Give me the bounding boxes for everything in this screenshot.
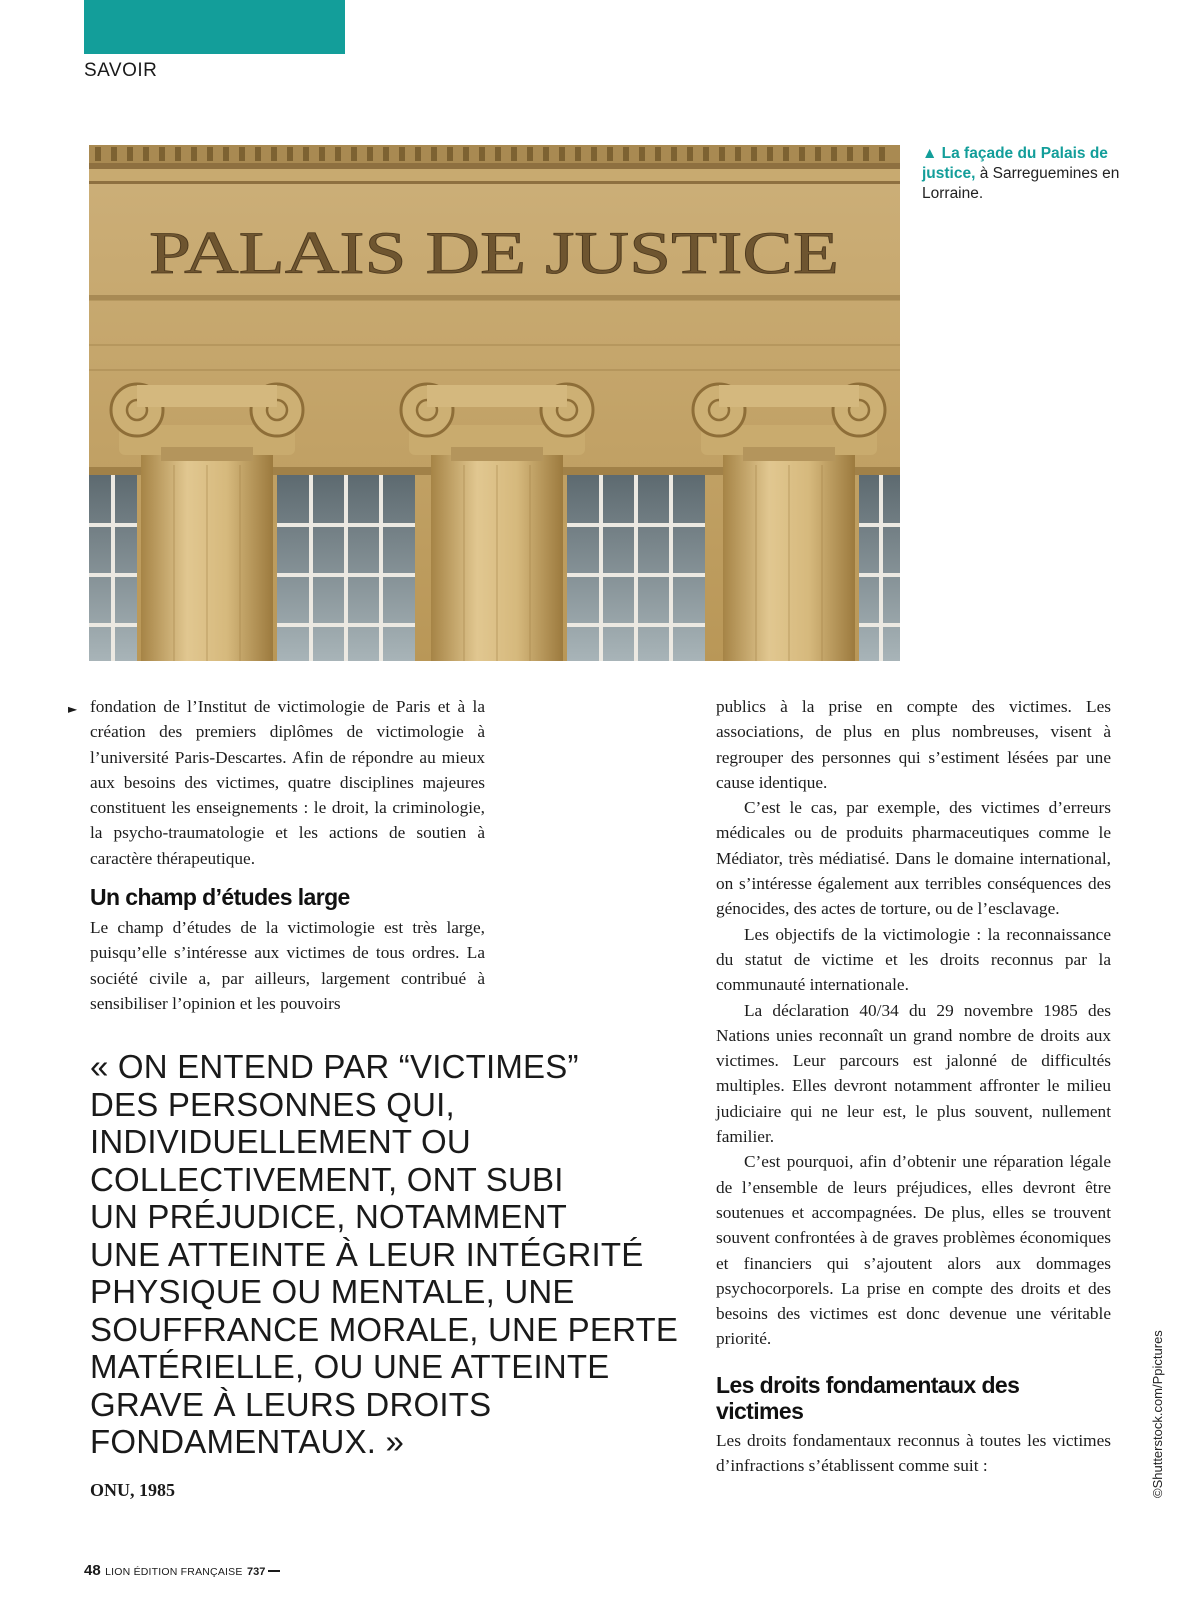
page-footer (84, 1562, 280, 1580)
footer-rule (268, 1570, 280, 1572)
quote-line: FONDAMENTAUX. » (90, 1423, 405, 1460)
quote-source: ONU, 1985 (90, 1480, 175, 1500)
right-paragraph: C’est pourquoi, afin d’obtenir une réparation légale de l’ensemble de leurs préjudices, elles devront être soutenues et accompagnées. De plus, elles se trouvent souvent confrontées à de graves problèmes économiques et financiers qui s’ajoutent alors aux dommages psychocorporels. La prise en compte des droits et des besoins des victimes est donc devenue une véritable priorité. (716, 1152, 1111, 1349)
right-paragraph: Les droits fondamentaux reconnus à toutes les victimes d’infractions s’établissent comme suit : (716, 1430, 1111, 1476)
caption-text: à Sarreguemines en Lorraine. (922, 165, 1120, 202)
quote-line: « ON ENTEND PAR “VICTIMES” (90, 1048, 579, 1085)
quote-line: SOUFFRANCE MORALE, UNE PERTE (90, 1310, 679, 1348)
left-column (90, 694, 485, 1016)
quote-line: PHYSIQUE OU MENTALE, UNE (90, 1273, 575, 1310)
quote-line: INDIVIDUELLEMENT OU (90, 1123, 471, 1160)
quote-line: UN PRÉJUDICE, NOTAMMENT (90, 1198, 567, 1235)
quote-line: DES PERSONNES QUI, (90, 1085, 455, 1123)
subhead-champ-etudes: Un champ d’études large (90, 884, 350, 911)
section-label: SAVOIR (84, 60, 158, 81)
caption-marker: ▲ (922, 145, 938, 162)
right-paragraph: C’est le cas, par exemple, des victimes d’erreurs médicales ou de produits pharmaceutiques comme le Médiator, très médiatisé. Dans le domaine international, on s’intéresse également aux terribles conséquences des génocides, des actes de torture, ou de l’esclavage. (716, 798, 1111, 919)
right-column (716, 694, 1111, 1478)
right-paragraph: Les objectifs de la victimologie : la reconnaissance du statut de victime et les droits reconnus par la communauté internationale. (716, 924, 1111, 995)
quote-line: UNE ATTEINTE À LEUR INTÉGRITÉ (90, 1235, 644, 1273)
issue-number: 737 (247, 1566, 266, 1578)
magazine-name: LION ÉDITION FRANÇAISE (105, 1566, 243, 1578)
continuation-arrow-icon: ► (68, 702, 78, 716)
section-color-bar (84, 0, 345, 54)
left-body-paragraph: Le champ d’études de la victimologie est très large, puisqu’elle s’intéresse aux victimes de tous ordres. La société civile a, par ailleurs, largement contribué à sensibiliser l’opinion et les pouvoirs (90, 918, 485, 1013)
left-intro-paragraph: fondation de l’Institut de victimologie de Paris et à la création des premiers diplômes de victimologie à l’université Paris-Descartes. Afin de répondre au mieux aux besoins des victimes, quatre disciplines majeures constituent les enseignements : le droit, la criminologie, la psycho-traumatologie et les actions de soutien à caractère thérapeutique. (90, 697, 485, 868)
quote-line: COLLECTIVEMENT, ONT SUBI (90, 1160, 564, 1198)
right-paragraph: La déclaration 40/34 du 29 novembre 1985 des Nations unies reconnaît un grand nombre de droits aux victimes. Leur parcours est jalonné de difficultés multiples. Elles devront notamment affronter le milieu judiciaire qui ne leur est, le plus souvent, nullement familier. (716, 1000, 1111, 1147)
photo-caption (922, 144, 1122, 204)
photo-credit: ©Shutterstock.com/Ppictures (1150, 1330, 1165, 1498)
engraving-text: PALAIS DE JUSTICE (149, 220, 839, 286)
quote-line: MATÉRIELLE, OU UNE ATTEINTE (90, 1348, 610, 1385)
subhead-droits-fondamentaux: Les droits fondamentaux des victimes (716, 1371, 1020, 1424)
quote-line: GRAVE À LEURS DROITS (90, 1385, 492, 1423)
right-paragraph: publics à la prise en compte des victimes. Les associations, de plus en plus nombreuses, visent à regrouper des personnes qui s’estiment lésées par une cause identique. (716, 697, 1111, 792)
caption-highlight: La façade du Palais de justice, (922, 145, 1108, 182)
courthouse-photo (89, 145, 900, 661)
page-number: 48 (84, 1562, 101, 1579)
pull-quote (90, 1048, 690, 1461)
